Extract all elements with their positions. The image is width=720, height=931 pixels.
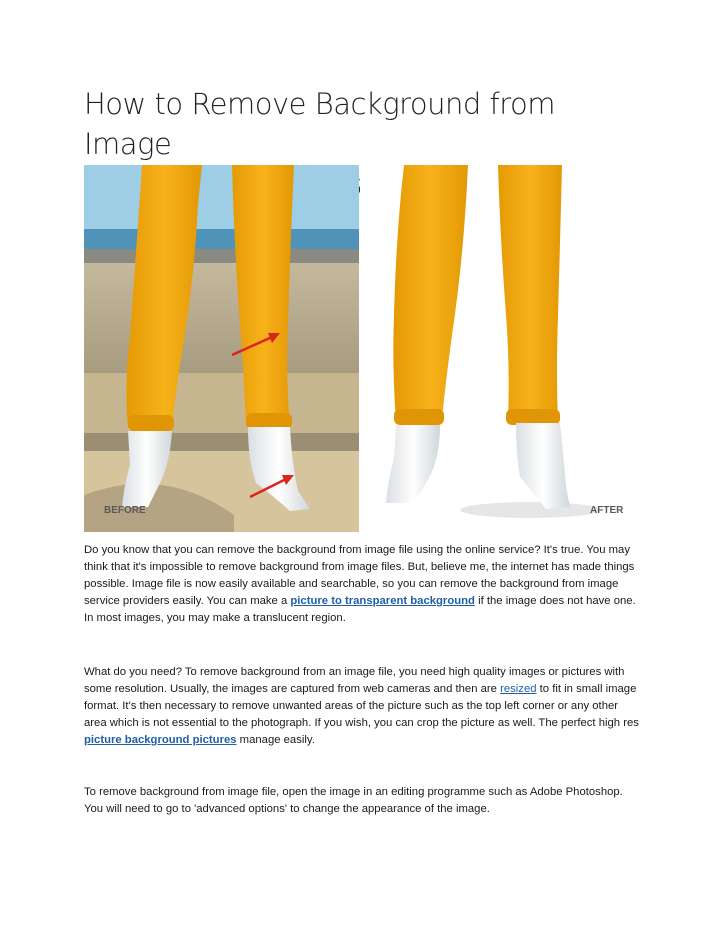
after-panel xyxy=(360,165,635,532)
title-line-1: How to Remove Background from Image xyxy=(84,87,556,161)
picture-background-pictures-link[interactable]: picture background pictures xyxy=(84,734,237,746)
paragraph-2-text-a: What do you need? To remove background from an image file, you need high quality images or pictures with some resolution. Usually, the images are captured from web cameras and then are xyxy=(84,666,625,695)
paragraph-2-text-b: to fit in small image format. It's then necessary to remove unwanted areas of the picture such as the top left corner or any other area which is not essential to the photograph. If you wish, you can crop the picture as well. The perfect high res xyxy=(84,683,639,729)
after-label: AFTER xyxy=(590,505,624,516)
before-after-image xyxy=(84,165,635,532)
picture-to-transparent-background-link[interactable]: picture to transparent background xyxy=(290,595,475,607)
before-after-illustration xyxy=(84,165,635,532)
paragraph-2 xyxy=(84,664,640,749)
resized-link[interactable]: resized xyxy=(500,683,537,695)
before-label: BEFORE xyxy=(104,505,146,516)
before-panel xyxy=(84,165,359,532)
paragraph-1 xyxy=(84,542,640,627)
paragraph-3 xyxy=(84,784,640,818)
paragraph-1-text-a: Do you know that you can remove the background from image file using the online service? It's true. You may think that it's impossible to remove background from image files. But, believe me, the internet has made things possible. Image file is now easily available and searchable, so you can remove the background from image service providers easily. You can make a xyxy=(84,544,635,607)
paragraph-3-text: To remove background from image file, open the image in an editing programme such as Adobe Photoshop. You will need to go to 'advanced options' to change the appearance of the image. xyxy=(84,786,623,815)
paragraph-1-text-b: if the image does not have one. In most images, you may make a translucent region. xyxy=(84,595,636,624)
paragraph-2-text-c: manage easily. xyxy=(236,734,315,746)
